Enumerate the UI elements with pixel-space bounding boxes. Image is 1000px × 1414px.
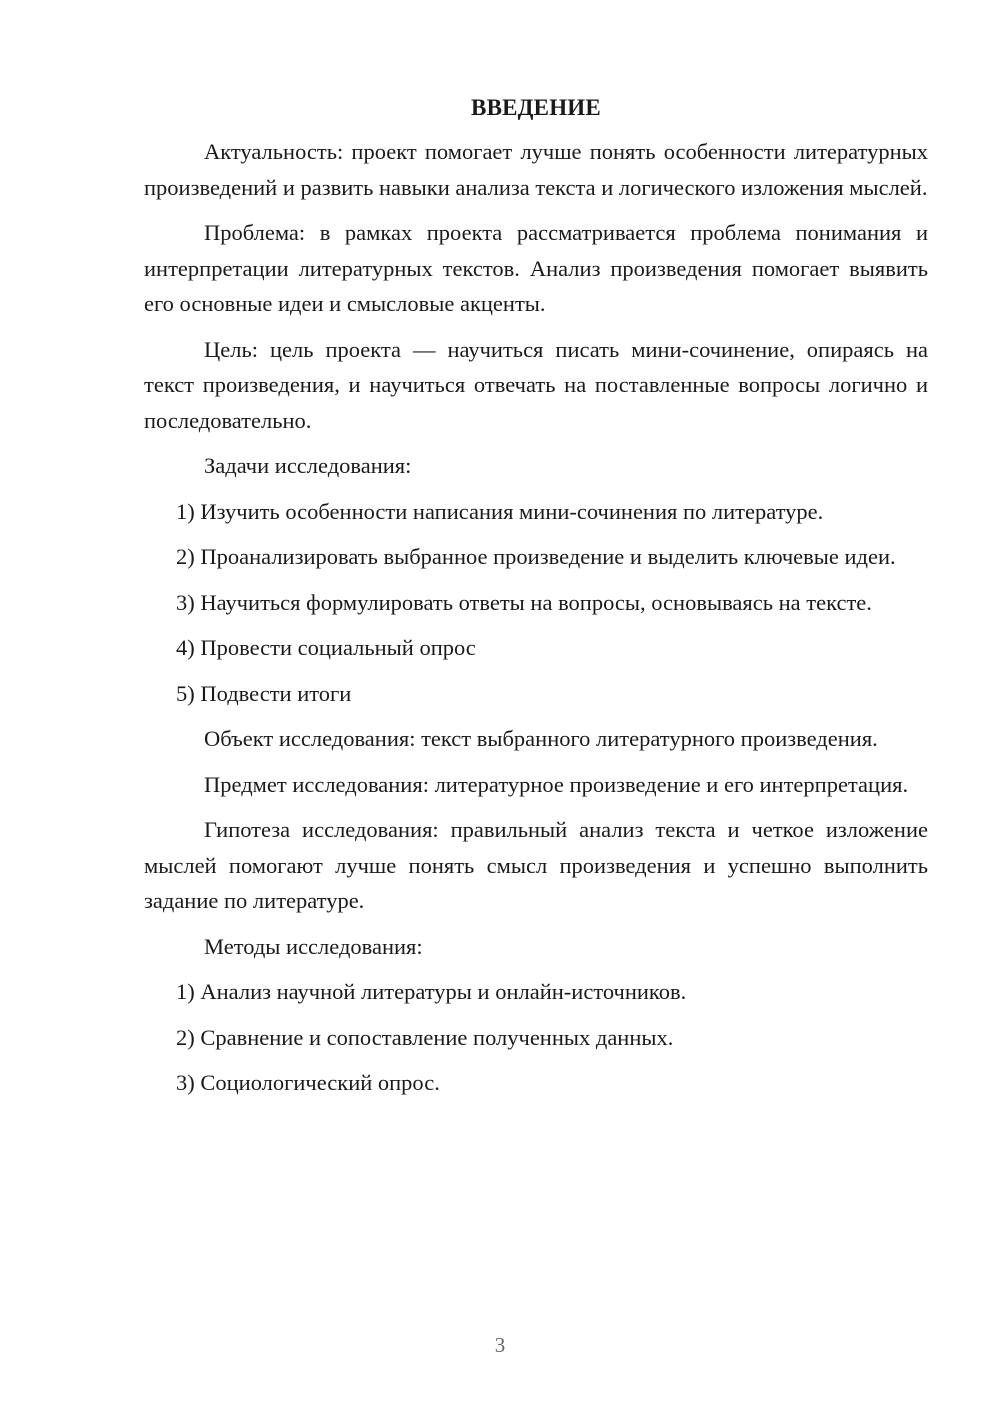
- method-item-3: 3) Социологический опрос.: [176, 1070, 440, 1095]
- task-item-5: 5) Подвести итоги: [176, 680, 352, 706]
- document-page: [144, 90, 928, 1111]
- paragraph-methods-heading: Методы исследования:: [204, 933, 423, 959]
- method-item-1: 1) Анализ научной литературы и онлайн-источников.: [176, 979, 687, 1004]
- paragraph-subject: Предмет исследования: литературное произведение и его интерпретация.: [204, 771, 909, 797]
- paragraph-problem: Проблема: в рамках проекта рассматривается проблема понимания и интерпретации литературных текстов. Анализ произведения помогает выявить его основные идеи и смысловые акценты.: [144, 220, 928, 316]
- task-item-1: 1) Изучить особенности написания мини-сочинения по литературе.: [176, 498, 824, 524]
- paragraph-object: Объект исследования: текст выбранного литературного произведения.: [204, 726, 878, 751]
- page-number: 3: [494, 1333, 506, 1357]
- page-title: ВВЕДЕНИЕ: [471, 95, 601, 120]
- task-item-2: 2) Проанализировать выбранное произведение и выделить ключевые идеи.: [176, 544, 896, 569]
- method-item-2: 2) Сравнение и сопоставление полученных данных.: [176, 1024, 674, 1050]
- task-item-3: 3) Научиться формулировать ответы на вопросы, основываясь на тексте.: [176, 589, 872, 615]
- paragraph-relevance: Актуальность: проект помогает лучше понять особенности литературных произведений и развить навыки анализа текста и логического изложения мыслей.: [144, 139, 928, 200]
- paragraph-tasks-heading: Задачи исследования:: [204, 453, 412, 478]
- paragraph-hypothesis: Гипотеза исследования: правильный анализ текста и четкое изложение мыслей помогают лучше понять смысл произведения и успешно выполнить задание по литературе.: [144, 817, 928, 913]
- paragraph-goal: Цель: цель проекта — научиться писать мини-сочинение, опираясь на текст произведения, и научиться отвечать на поставленные вопросы логично и последовательно.: [144, 336, 928, 433]
- task-item-4: 4) Провести социальный опрос: [176, 635, 476, 660]
